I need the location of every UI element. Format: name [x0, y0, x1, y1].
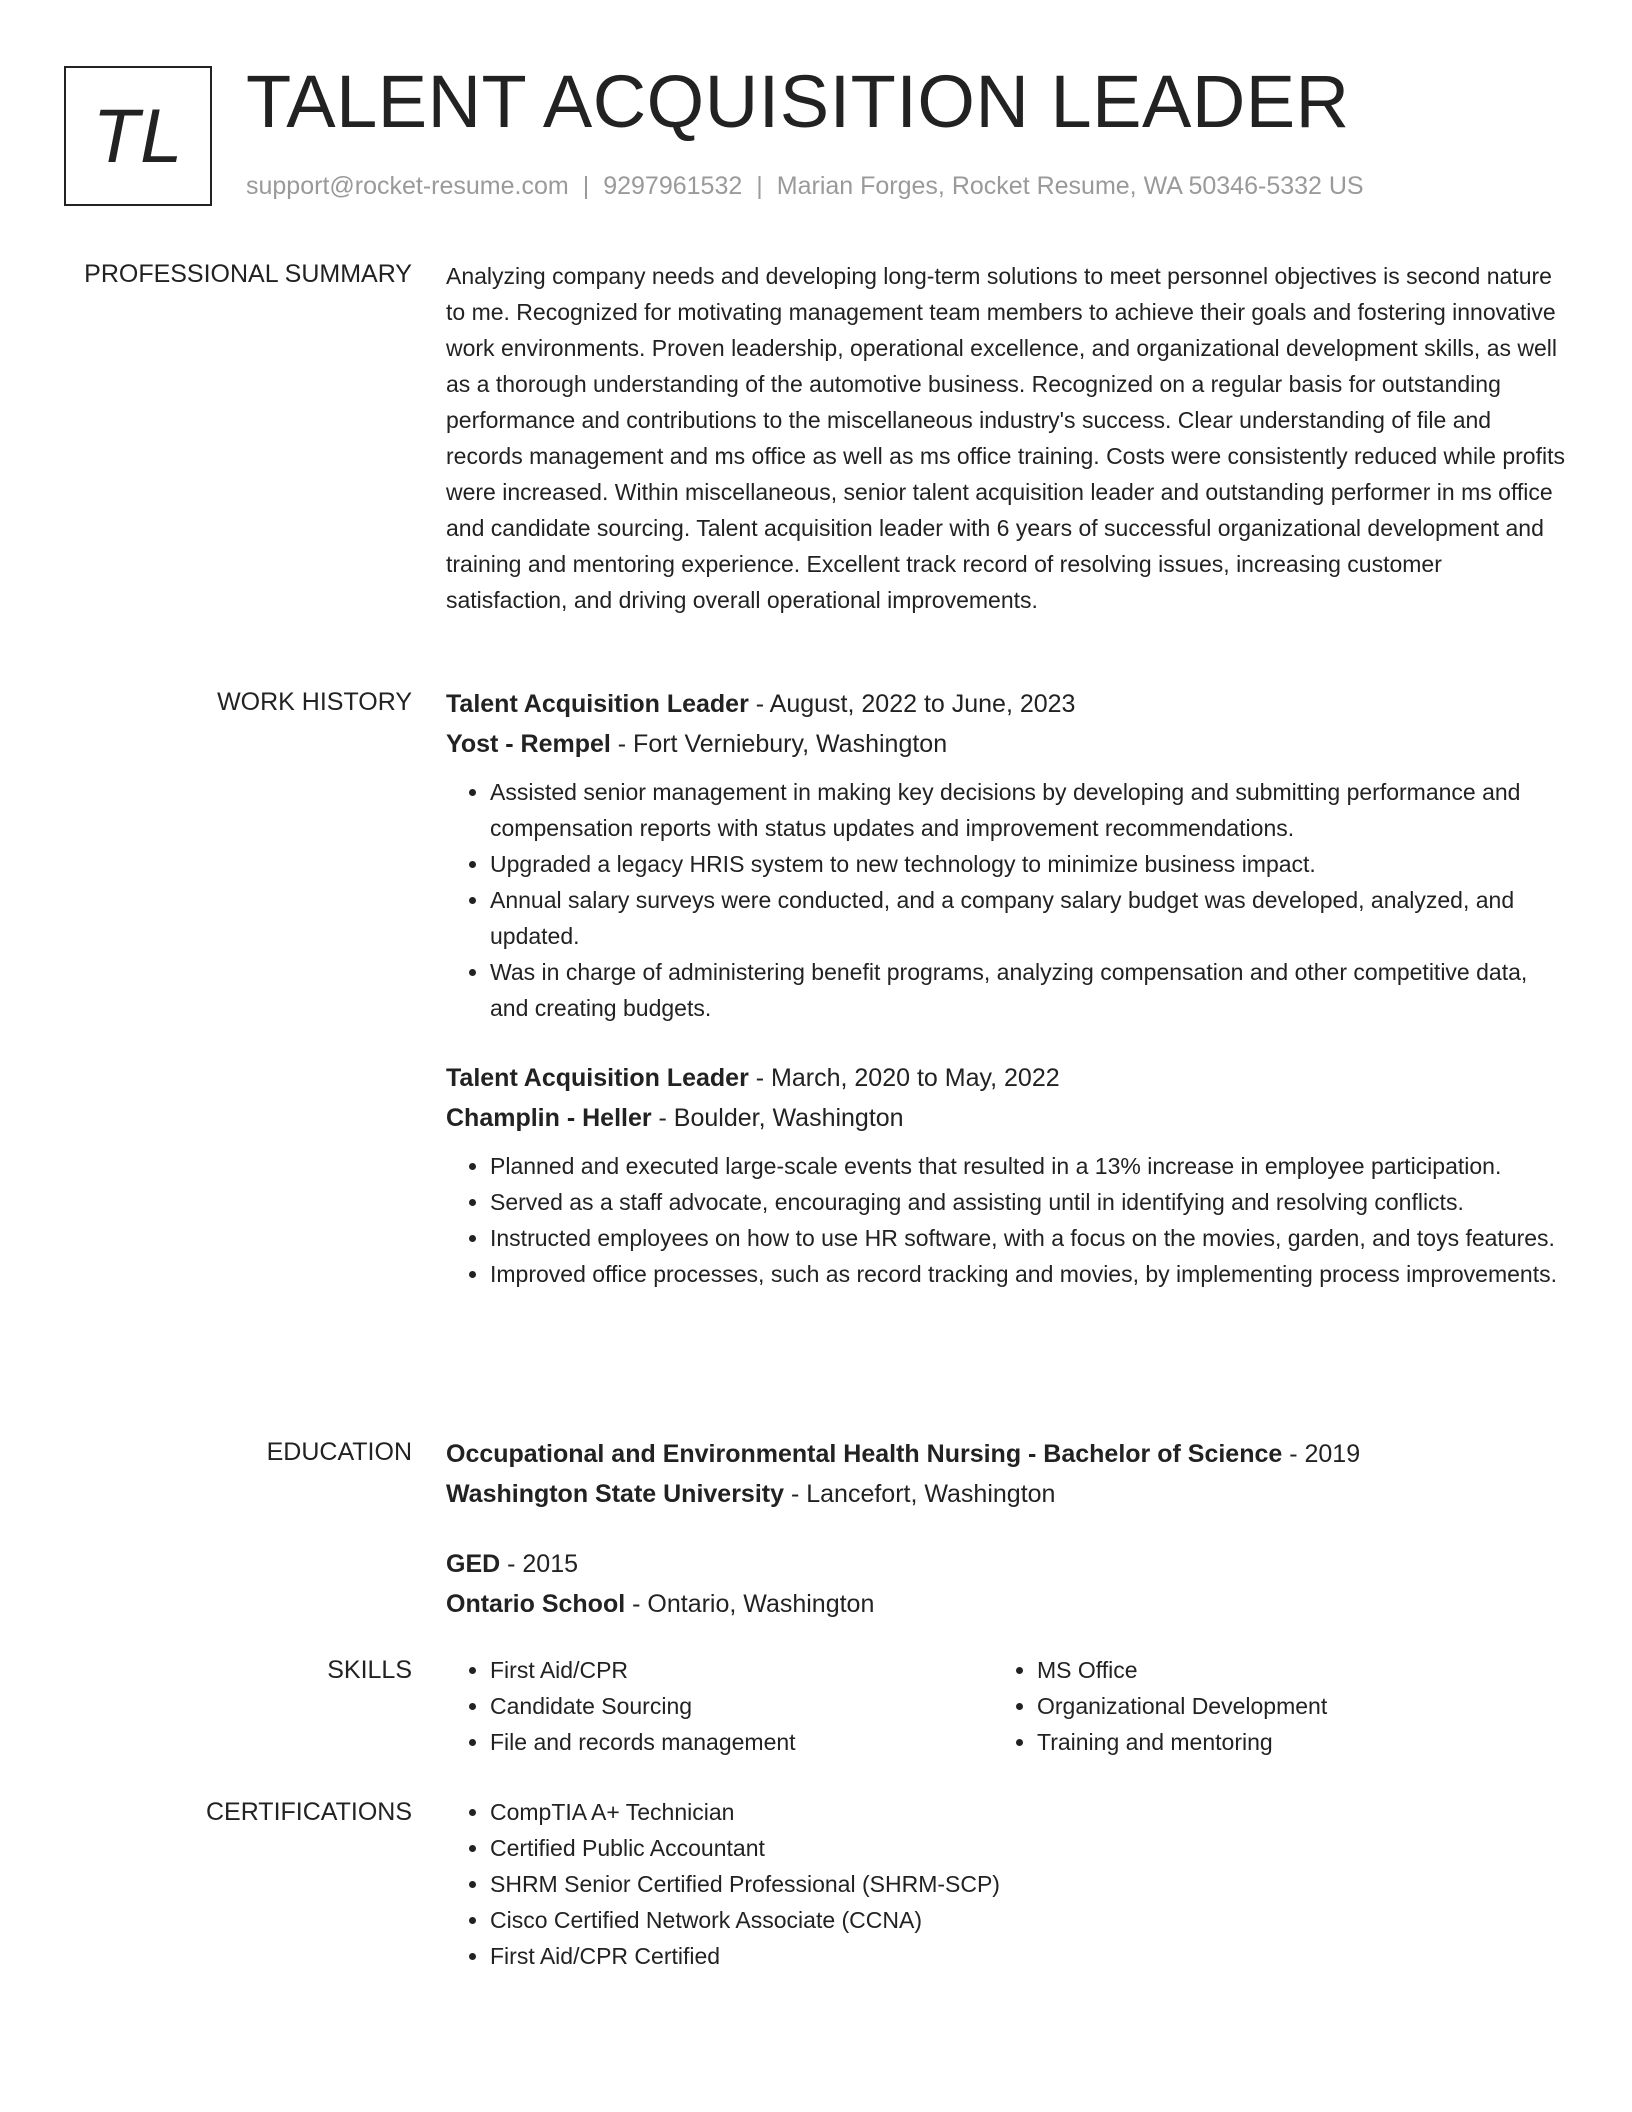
education-entry: [446, 1434, 1568, 1514]
school-name: Ontario School: [446, 1590, 626, 1618]
resume-title: TALENT ACQUISITION LEADER: [246, 60, 1350, 143]
education-heading: EDUCATION: [266, 1438, 412, 1466]
skill-item: • Candidate Sourcing: [490, 1688, 993, 1724]
job-location: - Boulder, Washington: [651, 1104, 904, 1132]
job-bullet: • Instructed employees on how to use HR software, with a focus on the movies, garden, and toys features.: [490, 1220, 1568, 1256]
monogram-text: TL: [92, 93, 184, 179]
job-bullet: • Planned and executed large-scale events that resulted in a 13% increase in employee participation.: [490, 1148, 1568, 1184]
contact-line: [246, 172, 1364, 201]
skill-item: • First Aid/CPR: [490, 1652, 993, 1688]
job-company-line: [446, 1098, 1568, 1138]
job-title: Talent Acquisition Leader: [446, 1064, 749, 1092]
job-bullets: [446, 774, 1568, 1026]
school-line: [446, 1584, 1568, 1624]
degree-year: - 2015: [500, 1550, 579, 1578]
contact-separator: |: [756, 172, 763, 200]
job-bullet: • Upgraded a legacy HRIS system to new technology to minimize business impact.: [490, 846, 1568, 882]
skills-list-left: [446, 1652, 993, 1760]
school-location: - Ontario, Washington: [625, 1590, 875, 1618]
certification-item: • CompTIA A+ Technician: [490, 1794, 1568, 1830]
certification-item: • Cisco Certified Network Associate (CCNA): [490, 1902, 1568, 1938]
job-entry: [446, 1058, 1568, 1292]
job-title-line: [446, 1058, 1568, 1098]
skills-list-right: [993, 1652, 1540, 1760]
summary-heading: PROFESSIONAL SUMMARY: [84, 260, 412, 288]
certifications-heading: CERTIFICATIONS: [205, 1798, 412, 1826]
certification-item: • First Aid/CPR Certified: [490, 1938, 1568, 1974]
skills-columns: [446, 1652, 1568, 1760]
skill-item: • Training and mentoring: [1037, 1724, 1540, 1760]
job-bullets: [446, 1148, 1568, 1292]
job-bullet: • Assisted senior management in making key decisions by developing and submitting performance and compensation reports with status updates and improvement recommendations.: [490, 774, 1568, 846]
job-company-line: [446, 724, 1568, 764]
skill-item: • File and records management: [490, 1724, 993, 1760]
degree-line: [446, 1434, 1568, 1474]
job-bullet: • Improved office processes, such as record tracking and movies, by implementing process improvements.: [490, 1256, 1568, 1292]
degree-year: - 2019: [1282, 1440, 1361, 1468]
work-history-heading: WORK HISTORY: [217, 688, 412, 716]
summary-text: Analyzing company needs and developing long-term solutions to meet personnel objectives is second nature to me. Recognized for motivating management team members to achieve their goals and fostering innovative work environments. Proven leadership, operational excellence, and organizational development skills, as well as a thorough understanding of the automotive business. Recognized on a regular basis for outstanding performance and contributions to the miscellaneous industry's success. Clear understanding of file and records management and ms office as well as ms office training. Costs were consistently reduced while profits were increased. Within miscellaneous, senior talent acquisition leader and outstanding performer in ms office and candidate sourcing. Talent acquisition leader with 6 years of successful organizational development and training and mentoring experience. Excellent track record of resolving issues, increasing customer satisfaction, and driving overall operational improvements.: [446, 263, 1565, 613]
contact-address: Marian Forges, Rocket Resume, WA 50346-5332 US: [776, 172, 1364, 200]
job-title: Talent Acquisition Leader: [446, 690, 749, 718]
degree-line: [446, 1544, 1568, 1584]
job-company: Champlin - Heller: [446, 1104, 652, 1132]
skill-item: • Organizational Development: [1037, 1688, 1540, 1724]
school-line: [446, 1474, 1568, 1514]
contact-phone[interactable]: 9297961532: [603, 172, 743, 200]
degree-name: Occupational and Environmental Health Nursing - Bachelor of Science: [446, 1440, 1283, 1468]
job-company: Yost - Rempel: [446, 730, 611, 758]
job-title-line: [446, 684, 1568, 724]
job-bullet: • Annual salary surveys were conducted, and a company salary budget was developed, analyzed, and updated.: [490, 882, 1568, 954]
contact-separator: |: [582, 172, 590, 200]
education-entry: [446, 1544, 1568, 1624]
skill-item: • MS Office: [1037, 1652, 1540, 1688]
school-location: - Lancefort, Washington: [784, 1480, 1056, 1508]
degree-name: GED: [446, 1550, 501, 1578]
contact-email[interactable]: support@rocket-resume.com: [246, 172, 569, 200]
monogram-badge: [64, 66, 212, 206]
certification-item: • Certified Public Accountant: [490, 1830, 1568, 1866]
job-location: - Fort Verniebury, Washington: [610, 730, 948, 758]
job-bullet: • Was in charge of administering benefit programs, analyzing compensation and other competitive data, and creating budgets.: [490, 954, 1568, 1026]
certification-item: • SHRM Senior Certified Professional (SHRM-SCP): [490, 1866, 1568, 1902]
job-dates: - August, 2022 to June, 2023: [748, 690, 1076, 718]
certifications-list: [446, 1794, 1568, 1974]
job-bullet: • Served as a staff advocate, encouraging and assisting until in identifying and resolving conflicts.: [490, 1184, 1568, 1220]
school-name: Washington State University: [446, 1480, 785, 1508]
skills-heading: SKILLS: [327, 1656, 412, 1684]
job-dates: - March, 2020 to May, 2022: [748, 1064, 1060, 1092]
job-entry: [446, 684, 1568, 1026]
